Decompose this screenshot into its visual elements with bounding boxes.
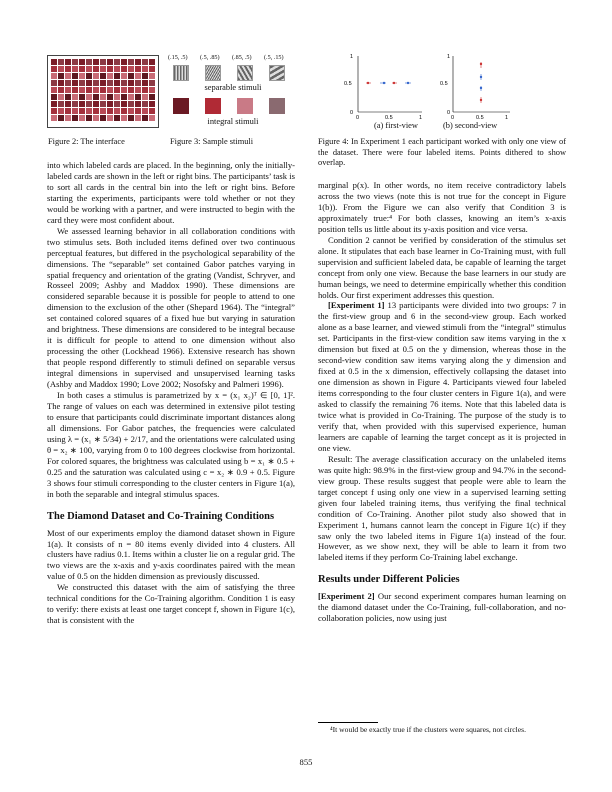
interface-card (51, 115, 57, 121)
right-paragraph-3 (318, 300, 566, 453)
interface-card (65, 115, 71, 121)
interface-card (72, 101, 78, 107)
interface-card (114, 80, 120, 86)
interface-card (149, 87, 155, 93)
interface-card (93, 59, 99, 65)
interface-card (107, 87, 113, 93)
interface-card (58, 108, 64, 114)
interface-card (100, 101, 106, 107)
interface-card (65, 101, 71, 107)
fig4a-xtick-05: 0.5 (385, 115, 393, 121)
interface-card (128, 87, 134, 93)
interface-card (58, 59, 64, 65)
figure-2-caption: Figure 2: The interface (48, 137, 125, 146)
interface-card (135, 87, 141, 93)
interface-card (100, 59, 106, 65)
interface-card (149, 80, 155, 86)
interface-card (135, 108, 141, 114)
interface-card (51, 66, 57, 72)
interface-card (128, 94, 134, 100)
interface-card (65, 66, 71, 72)
interface-card (142, 115, 148, 121)
interface-card (58, 94, 64, 100)
interface-card (100, 73, 106, 79)
interface-card (58, 101, 64, 107)
interface-card (107, 59, 113, 65)
interface-card (86, 59, 92, 65)
interface-card (65, 59, 71, 65)
interface-card (135, 59, 141, 65)
left-paragraph-1: into which labeled cards are placed. In the beginning, only the initially-labeled cards are shown in the left or right bins. The participants’ task is to sort all cards in the central bin into the left or right bins. Before starting the experiments, participants were told whether or not they would be working with a partner, and were instructed to begin with the card they were most confident about. (47, 160, 295, 225)
left-paragraph-3: In both cases a stimulus is parametrized by x = (x₁ x₂)ᵀ ∈ [0, 1]². The range of values on each was determined in extensive pilot testing to ensure that participants could discriminate important distances along all dimensions. For Gabor patches, the frequencies were calculated using λ = (x₁ ∗ 5/34) + 2/17, and the orientations were calculated using θ = x₂ ∗ 100, varying from 0 to 100 degrees clockwise from horizontal. For colored squares, the brightness was calculated using b = x₁ ∗ 0.5 + 0.25 and the saturation was calculated using c = x₂ ∗ 0.9 + 0.5. Figure 3 shows four stimuli corresponding to the cluster centers in Figure 1(a), in both the separable and integral stimulus spaces. (47, 390, 295, 499)
figure-4-caption: Figure 4: In Experiment 1 each participant worked with only one view of the dataset. There were four labeled items. Points dithered to show overlap. (318, 137, 566, 167)
interface-card (79, 59, 85, 65)
integral-square-2 (205, 98, 221, 114)
interface-card (86, 94, 92, 100)
interface-card (100, 80, 106, 86)
interface-card (149, 108, 155, 114)
interface-card (135, 101, 141, 107)
interface-card (58, 73, 64, 79)
fig4a-xtick-1: 1 (419, 115, 423, 121)
interface-card (135, 73, 141, 79)
interface-card (128, 66, 134, 72)
interface-card (135, 80, 141, 86)
footnote-4: ⁴It would be exactly true if the clusters were squares, not circles. (330, 725, 527, 734)
interface-card (121, 108, 127, 114)
figure-3-stimuli (168, 54, 298, 134)
interface-card (51, 73, 57, 79)
experiment-2-text: Our second experiment compares human learning on the diamond dataset under the Co-Training, full-collaboration, and no-collaboration policies, now using just (318, 591, 567, 624)
interface-card (114, 94, 120, 100)
interface-card (86, 108, 92, 114)
interface-card (142, 101, 148, 107)
interface-card-grid (51, 59, 155, 125)
interface-card (114, 66, 120, 72)
fig4b-ytick-05: 0.5 (440, 81, 448, 87)
experiment-1-text: 13 participants were divided into two groups: 7 in the first-view group and 6 in the second-view group. Each worked alone as a base learner, and viewed stimuli from the “integral” stimulus set. Participants in the first-view condition saw items varying in the x dimension but fixed at 0.5 on the y dimension, whereas those in the second-view condition saw items varying along the y dimension and fixed at 0.5 in the x dimension, effectively collapsing the dataset into one dimension as shown in Figure 4. Participants viewed four labeled items corresponding to the four cluster centers in Figure 1(a), and were asked to classify the remaining 76 items. Note that this labeled data is twice what is provided in Co-Training. The purpose of the study is to verify that, when provided with this supervised experience, human learners are capable of learning the target concept as it is projected in one view. (318, 300, 566, 453)
interface-card (142, 94, 148, 100)
interface-card (135, 115, 141, 121)
interface-card (135, 94, 141, 100)
interface-card (121, 94, 127, 100)
right-paragraph-4: Result: The average classification accuracy on the unlabeled items was quite high: 98.9% in the first-view group and 94.7% in the second-view group. These results suggest that people were able to learn the target concept f using only one view in a supervised learning setting given four labeled training items, thus verifying the final technical condition of Co-Training. Another pilot study also showed that in Experiment 1, humans cannot learn the concept in Figure 1(c) if they saw only the two labeled items in Figure 1(a) instead of the four. However, as we show next, they will be able to learn it from two labeled items if they perform Co-Training label exchange. (318, 453, 566, 563)
left-paragraph-2: We assessed learning behavior in all collaboration conditions with two stimulus sets. Both included items defined over two continuous perceptual features, but differed in the psychological separability of the dimensions. The “separable” set contained Gabor patches varying in spatial frequency and orientation of the grating (Vandist, Schryver, and Rosseel 2009; Ashby and Maddox 1990). These dimensions are considered separable because it is possible for people to attend to one dimension to the exclusion of the other (Shepard 1964). The “integral” set contained colored squares of a fixed hue but varying in saturation and brightness. These dimensions are considered to be integral because it is difficult for people to attend to one dimension without also processing the other (Lockhead 1966). Extensive research has shown that people respond differently to stimuli defined on separable versus integral dimensions in supervised and unsupervised learning tasks (Ashby and Maddox 1990; Love 2002; Nosofsky and Palmeri 1996). (47, 225, 295, 390)
right-paragraph-2: Condition 2 cannot be verified by consideration of the stimulus set alone. It stipulates that each base learner in Co-Training must, with full supervision and sufficient labeled data, be capable of learning the target concept from only one view. Because the base learners in our study are human beings, we need to determine empirically whether this condition holds. Our first experiment addresses this question. (318, 234, 566, 300)
figure-2-interface (47, 55, 159, 128)
interface-card (142, 66, 148, 72)
footnote-rule (318, 722, 378, 723)
right-paragraph-5 (318, 591, 566, 624)
figure-3-caption: Figure 3: Sample stimuli (170, 137, 254, 146)
interface-card (51, 94, 57, 100)
interface-card (79, 80, 85, 86)
fig4a-ytick-1: 1 (350, 54, 354, 60)
interface-card (100, 108, 106, 114)
interface-card (72, 115, 78, 121)
interface-card (72, 66, 78, 72)
gabor-patch-1 (173, 65, 189, 81)
interface-card (86, 87, 92, 93)
interface-card (51, 108, 57, 114)
interface-card (107, 66, 113, 72)
interface-card (72, 59, 78, 65)
interface-card (79, 108, 85, 114)
interface-card (149, 101, 155, 107)
interface-card (65, 94, 71, 100)
interface-card (121, 87, 127, 93)
interface-card (79, 87, 85, 93)
right-column (318, 180, 566, 624)
interface-card (114, 87, 120, 93)
interface-card (121, 115, 127, 121)
page-number: 855 (299, 757, 313, 767)
interface-card (128, 80, 134, 86)
interface-card (93, 115, 99, 121)
interface-card (93, 94, 99, 100)
interface-card (79, 94, 85, 100)
gabor-patch-3 (237, 65, 253, 81)
gabor-patch-2 (205, 65, 221, 81)
interface-card (121, 101, 127, 107)
interface-card (51, 87, 57, 93)
interface-card (58, 115, 64, 121)
interface-card (100, 87, 106, 93)
experiment-2-label: [Experiment 2] (318, 591, 375, 602)
interface-card (121, 66, 127, 72)
interface-card (114, 115, 120, 121)
interface-card (149, 115, 155, 121)
integral-square-4 (269, 98, 285, 114)
experiment-1-label: [Experiment 1] (328, 300, 385, 311)
interface-card (86, 66, 92, 72)
interface-card (135, 66, 141, 72)
interface-card (79, 101, 85, 107)
right-paragraph-1: marginal p(x). In other words, no item receive contradictory labels across the two views (note this is not true for the concept in Figure 1(b)). From the Figure we can also verify that Condition 3 is approximately true:⁴ For both classes, knowing an item’s x-axis position tells us little about its y-axis position and vice versa. (318, 180, 566, 234)
interface-card (72, 73, 78, 79)
interface-card (121, 59, 127, 65)
interface-card (128, 115, 134, 121)
interface-card (72, 87, 78, 93)
interface-card (149, 73, 155, 79)
interface-card (107, 94, 113, 100)
interface-card (142, 59, 148, 65)
interface-card (93, 101, 99, 107)
interface-card (65, 108, 71, 114)
integral-label: integral stimuli (207, 117, 259, 126)
fig4b-subcaption: (b) second-view (443, 121, 498, 130)
stim-label-3: (.85, .5) (232, 54, 252, 61)
section-heading-diamond: The Diamond Dataset and Co-Training Conditions (47, 510, 275, 522)
interface-card (72, 94, 78, 100)
fig4a-ytick-05: 0.5 (344, 81, 352, 87)
interface-card (51, 59, 57, 65)
interface-card (51, 101, 57, 107)
fig4b-points (480, 62, 482, 103)
interface-card (107, 80, 113, 86)
interface-card (93, 66, 99, 72)
stim-label-2: (.5, .85) (200, 54, 220, 61)
interface-card (86, 80, 92, 86)
interface-card (58, 66, 64, 72)
interface-card (100, 66, 106, 72)
interface-card (128, 108, 134, 114)
interface-card (142, 80, 148, 86)
stim-label-4: (.5, .15) (264, 54, 284, 61)
left-column (47, 160, 295, 626)
interface-card (93, 73, 99, 79)
interface-card (142, 87, 148, 93)
interface-card (149, 66, 155, 72)
fig4b-xtick-1: 1 (505, 115, 509, 121)
fig4b-xtick-0: 0 (451, 115, 455, 121)
fig4b-ytick-1: 1 (447, 54, 451, 60)
interface-card (86, 101, 92, 107)
interface-card (51, 80, 57, 86)
interface-card (100, 115, 106, 121)
separable-label: separable stimuli (204, 83, 262, 92)
interface-card (65, 80, 71, 86)
interface-card (65, 87, 71, 93)
interface-card (100, 94, 106, 100)
interface-card (128, 73, 134, 79)
interface-card (107, 73, 113, 79)
interface-card (93, 80, 99, 86)
integral-square-1 (173, 98, 189, 114)
interface-card (107, 101, 113, 107)
interface-card (121, 73, 127, 79)
interface-card (107, 115, 113, 121)
interface-card (121, 80, 127, 86)
interface-card (114, 59, 120, 65)
interface-card (93, 108, 99, 114)
interface-card (58, 87, 64, 93)
interface-card (114, 108, 120, 114)
interface-card (93, 87, 99, 93)
interface-card (58, 80, 64, 86)
fig4a-xtick-0: 0 (356, 115, 360, 121)
interface-card (142, 108, 148, 114)
interface-card (79, 73, 85, 79)
fig4a-ytick-0: 0 (350, 110, 354, 116)
left-paragraph-5: We constructed this dataset with the aim of satisfying the three technical conditions for the Co-Training algorithm. Condition 1 is easy to verify: there exists at least one target concept f, shown in Figure 1(c), that is consistent with the (47, 582, 295, 626)
interface-card (114, 101, 120, 107)
interface-card (149, 59, 155, 65)
interface-card (79, 66, 85, 72)
interface-card (72, 80, 78, 86)
interface-card (142, 73, 148, 79)
interface-card (128, 59, 134, 65)
interface-card (86, 115, 92, 121)
fig4b-ytick-0: 0 (447, 110, 451, 116)
interface-card (107, 108, 113, 114)
interface-card (72, 108, 78, 114)
interface-card (114, 73, 120, 79)
interface-card (128, 101, 134, 107)
section-heading-policies: Results under Different Policies (318, 574, 460, 586)
interface-card (149, 94, 155, 100)
interface-card (86, 73, 92, 79)
fig4a-points (366, 82, 411, 84)
left-paragraph-4: Most of our experiments employ the diamond dataset shown in Figure 1(a). It consists of n = 80 items evenly divided into 4 clusters. All clusters have radius 0.1. Items within a cluster lie on a regular grid. The two views are the x-axis and y-axis coordinates paired with the mean value of 0.5 on the hidden dimension as previously discussed. (47, 527, 295, 582)
fig4a-subcaption: (a) first-view (374, 121, 418, 130)
interface-card (79, 115, 85, 121)
fig4b-xtick-05: 0.5 (476, 115, 484, 121)
stim-label-1: (.15, .5) (168, 54, 188, 61)
interface-card (65, 73, 71, 79)
integral-square-3 (237, 98, 253, 114)
gabor-patch-4 (269, 65, 285, 81)
